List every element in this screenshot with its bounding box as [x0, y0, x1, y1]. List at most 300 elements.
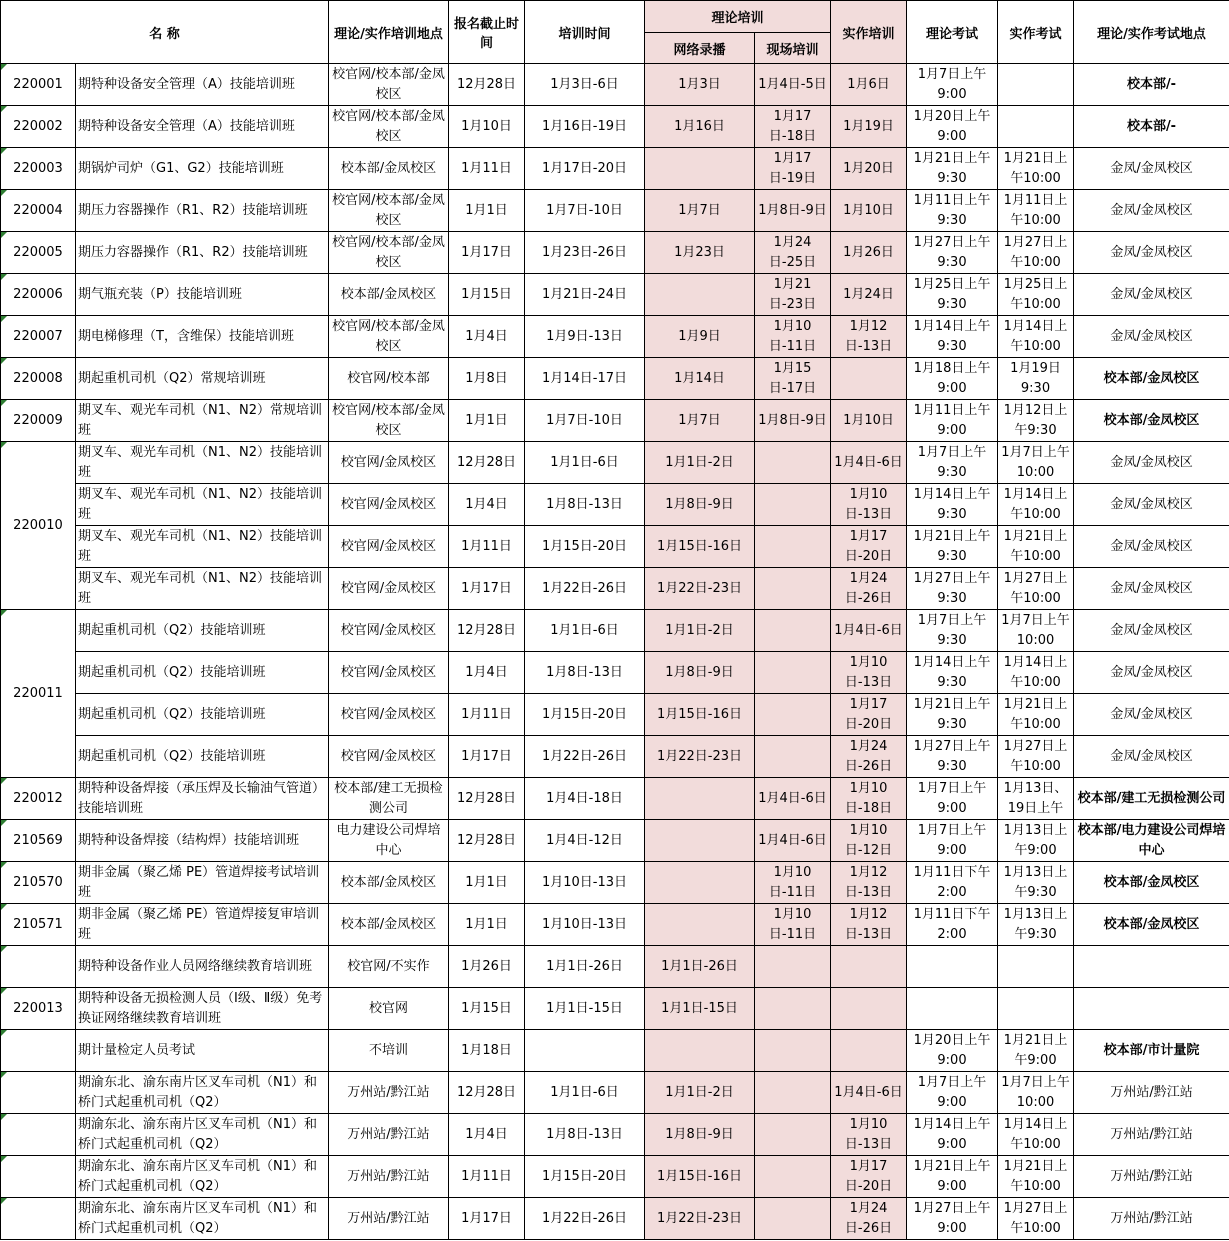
cell-practical: 1月24日 [831, 274, 907, 316]
cell-practical-exam: 1月21日上午9:00 [998, 1030, 1074, 1072]
comment-marker-icon [1, 64, 7, 70]
cell-theory-exam: 1月14日上午9:30 [907, 652, 998, 694]
cell-practical: 1月6日 [831, 64, 907, 106]
cell-theory-exam: 1月21日上午9:30 [907, 148, 998, 190]
cell-name: 期起重机司机（Q2）技能培训班 [76, 694, 329, 736]
cell-period: 1月23日-26日 [525, 232, 645, 274]
cell-practical: 1月20日 [831, 148, 907, 190]
cell-deadline: 1月17日 [449, 232, 525, 274]
cell-theory-exam: 1月21日上午9:30 [907, 694, 998, 736]
comment-marker-icon [1, 442, 7, 448]
cell-name: 期渝东北、渝东南片区叉车司机（N1）和桥门式起重机司机（Q2） [76, 1156, 329, 1198]
cell-exam-location: 校本部/金凤校区 [1074, 862, 1229, 904]
cell-id-text: 220001 [13, 76, 63, 92]
cell-theory-exam: 1月11日上午9:30 [907, 190, 998, 232]
cell-id-text: 220010 [13, 517, 63, 533]
cell-theory-exam: 1月27日上午9:30 [907, 736, 998, 778]
cell-deadline: 1月4日 [449, 1114, 525, 1156]
cell-name: 期特种设备焊接（承压焊及长输油气管道）技能培训班 [76, 778, 329, 820]
cell-onsite [755, 1072, 831, 1114]
cell-theory-exam: 1月14日上午9:30 [907, 316, 998, 358]
comment-marker-icon [1, 232, 7, 238]
cell-onsite [755, 442, 831, 484]
cell-practical: 1月24日-26日 [831, 1198, 907, 1240]
cell-period: 1月22日-26日 [525, 1198, 645, 1240]
cell-id-text: 220003 [13, 160, 63, 176]
cell-exam-location: 金凤/金凤校区 [1074, 736, 1229, 778]
comment-marker-icon [1, 1114, 7, 1120]
cell-name: 期气瓶充装（P）技能培训班 [76, 274, 329, 316]
cell-name: 期特种设备安全管理（A）技能培训班 [76, 64, 329, 106]
cell-period: 1月10日-13日 [525, 862, 645, 904]
cell-practical-exam: 1月7日上午10:00 [998, 1072, 1074, 1114]
cell-deadline: 1月17日 [449, 736, 525, 778]
cell-id-text: 220011 [13, 685, 63, 701]
table-row [1, 526, 1229, 568]
cell-exam-location [1074, 988, 1229, 1030]
cell-id-text: 210569 [13, 832, 63, 848]
cell-practical-exam: 1月21日上午10:00 [998, 1156, 1074, 1198]
cell-location: 万州站/黔江站 [329, 1156, 449, 1198]
table-row [1, 274, 1229, 316]
cell-onsite: 1月4日-6日 [755, 778, 831, 820]
cell-onsite: 1月15日-17日 [755, 358, 831, 400]
cell-onsite: 1月10日-11日 [755, 862, 831, 904]
cell-name: 期起重机司机（Q2）技能培训班 [76, 736, 329, 778]
cell-onsite [755, 568, 831, 610]
cell-location: 万州站/黔江站 [329, 1198, 449, 1240]
cell-practical [831, 988, 907, 1030]
cell-exam-location: 金凤/金凤校区 [1074, 610, 1229, 652]
cell-practical-exam: 1月13日上午9:00 [998, 820, 1074, 862]
table-row [1, 1030, 1229, 1072]
cell-deadline: 1月1日 [449, 400, 525, 442]
cell-theory-exam: 1月7日上午9:00 [907, 820, 998, 862]
cell-exam-location: 校本部/电力建设公司焊培中心 [1074, 820, 1229, 862]
cell-location: 校官网/金凤校区 [329, 568, 449, 610]
cell-id-text: 220008 [13, 370, 63, 386]
cell-theory-exam: 1月25日上午9:30 [907, 274, 998, 316]
cell-name: 期压力容器操作（R1、R2）技能培训班 [76, 190, 329, 232]
cell-name: 期特种设备焊接（结构焊）技能培训班 [76, 820, 329, 862]
comment-marker-icon [1, 1072, 7, 1078]
comment-marker-icon [1, 862, 7, 868]
cell-exam-location: 金凤/金凤校区 [1074, 148, 1229, 190]
cell-id-text: 220007 [13, 328, 63, 344]
cell-practical: 1月17日-20日 [831, 694, 907, 736]
comment-marker-icon [1, 1198, 7, 1204]
cell-theory-exam: 1月7日上午9:00 [907, 1072, 998, 1114]
header-exam-location: 理论/实作考试地点 [1074, 1, 1229, 64]
cell-id [1, 820, 76, 862]
cell-theory-exam: 1月11日下午2:00 [907, 904, 998, 946]
cell-deadline: 1月17日 [449, 568, 525, 610]
cell-online: 1月9日 [645, 316, 755, 358]
cell-online: 1月22日-23日 [645, 568, 755, 610]
cell-exam-location: 校本部/市计量院 [1074, 1030, 1229, 1072]
cell-id [1, 232, 76, 274]
table-row [1, 610, 1229, 652]
cell-deadline: 12月28日 [449, 1072, 525, 1114]
cell-id [1, 316, 76, 358]
cell-deadline: 12月28日 [449, 778, 525, 820]
cell-online: 1月3日 [645, 64, 755, 106]
cell-deadline: 1月15日 [449, 274, 525, 316]
cell-practical-exam: 1月12日上午9:30 [998, 400, 1074, 442]
cell-practical: 1月10日-13日 [831, 484, 907, 526]
cell-onsite: 1月4日-6日 [755, 820, 831, 862]
cell-id [1, 190, 76, 232]
cell-practical-exam [998, 64, 1074, 106]
cell-period: 1月10日-13日 [525, 904, 645, 946]
cell-practical: 1月12日-13日 [831, 316, 907, 358]
cell-period: 1月15日-20日 [525, 694, 645, 736]
cell-location: 电力建设公司焊培中心 [329, 820, 449, 862]
cell-deadline: 1月10日 [449, 106, 525, 148]
cell-deadline: 1月11日 [449, 526, 525, 568]
cell-exam-location: 校本部/金凤校区 [1074, 400, 1229, 442]
cell-online: 1月15日-16日 [645, 526, 755, 568]
table-row [1, 1114, 1229, 1156]
comment-marker-icon [1, 358, 7, 364]
cell-period: 1月17日-20日 [525, 148, 645, 190]
header-onsite: 现场培训 [755, 33, 831, 64]
cell-practical-exam [998, 946, 1074, 988]
cell-theory-exam: 1月20日上午9:00 [907, 1030, 998, 1072]
cell-onsite [755, 526, 831, 568]
cell-name: 期起重机司机（Q2）常规培训班 [76, 358, 329, 400]
cell-period: 1月1日-6日 [525, 1072, 645, 1114]
cell-onsite [755, 1030, 831, 1072]
cell-exam-location: 金凤/金凤校区 [1074, 652, 1229, 694]
cell-online [645, 778, 755, 820]
cell-onsite [755, 652, 831, 694]
cell-practical [831, 358, 907, 400]
header-theory-exam: 理论考试 [907, 1, 998, 64]
cell-exam-location [1074, 946, 1229, 988]
table-row [1, 148, 1229, 190]
cell-onsite [755, 736, 831, 778]
cell-theory-exam: 1月11日上午9:00 [907, 400, 998, 442]
cell-location: 校本部/建工无损检测公司 [329, 778, 449, 820]
cell-period: 1月9日-13日 [525, 316, 645, 358]
cell-practical-exam: 1月27日上午10:00 [998, 568, 1074, 610]
cell-onsite [755, 1156, 831, 1198]
cell-location: 校官网/金凤校区 [329, 694, 449, 736]
cell-name: 期渝东北、渝东南片区叉车司机（N1）和桥门式起重机司机（Q2） [76, 1072, 329, 1114]
cell-name: 期叉车、观光车司机（N1、N2）技能培训班 [76, 526, 329, 568]
comment-marker-icon [1, 400, 7, 406]
cell-name: 期叉车、观光车司机（N1、N2）技能培训班 [76, 484, 329, 526]
cell-id [1, 862, 76, 904]
cell-period: 1月7日-10日 [525, 190, 645, 232]
cell-id [1, 946, 76, 988]
comment-marker-icon [1, 988, 7, 994]
cell-theory-exam: 1月7日上午9:00 [907, 64, 998, 106]
cell-deadline: 1月15日 [449, 988, 525, 1030]
cell-location: 校官网/金凤校区 [329, 610, 449, 652]
cell-location: 校官网/校本部/金凤校区 [329, 316, 449, 358]
cell-period: 1月8日-13日 [525, 484, 645, 526]
comment-marker-icon [1, 610, 7, 616]
cell-exam-location: 万州站/黔江站 [1074, 1198, 1229, 1240]
table-row [1, 946, 1229, 988]
cell-onsite [755, 988, 831, 1030]
cell-id [1, 904, 76, 946]
cell-practical: 1月10日 [831, 400, 907, 442]
cell-practical: 1月24日-26日 [831, 568, 907, 610]
cell-period: 1月1日-15日 [525, 988, 645, 1030]
cell-online: 1月14日 [645, 358, 755, 400]
cell-onsite: 1月24日-25日 [755, 232, 831, 274]
cell-deadline: 1月11日 [449, 1156, 525, 1198]
cell-onsite [755, 946, 831, 988]
table-header [1, 1, 1229, 64]
cell-id-text: 220006 [13, 286, 63, 302]
cell-practical-exam: 1月25日上午10:00 [998, 274, 1074, 316]
cell-id-text: 220005 [13, 244, 63, 260]
cell-deadline: 1月1日 [449, 904, 525, 946]
cell-exam-location: 万州站/黔江站 [1074, 1072, 1229, 1114]
cell-id [1, 610, 76, 778]
cell-exam-location: 校本部/- [1074, 64, 1229, 106]
cell-period: 1月16日-19日 [525, 106, 645, 148]
cell-id [1, 1156, 76, 1198]
cell-location: 校官网/校本部/金凤校区 [329, 232, 449, 274]
cell-exam-location: 校本部/- [1074, 106, 1229, 148]
cell-online: 1月7日 [645, 400, 755, 442]
cell-onsite: 1月17日-18日 [755, 106, 831, 148]
cell-location: 校本部/金凤校区 [329, 274, 449, 316]
table-row [1, 820, 1229, 862]
cell-theory-exam: 1月27日上午9:00 [907, 1198, 998, 1240]
cell-practical: 1月17日-20日 [831, 526, 907, 568]
cell-practical: 1月4日-6日 [831, 610, 907, 652]
table-row [1, 64, 1229, 106]
cell-name: 期叉车、观光车司机（N1、N2）常规培训班 [76, 400, 329, 442]
table-row [1, 694, 1229, 736]
cell-period: 1月15日-20日 [525, 526, 645, 568]
cell-name: 期渝东北、渝东南片区叉车司机（N1）和桥门式起重机司机（Q2） [76, 1198, 329, 1240]
cell-online: 1月8日-9日 [645, 484, 755, 526]
cell-deadline: 12月28日 [449, 820, 525, 862]
table-row [1, 652, 1229, 694]
cell-name: 期压力容器操作（R1、R2）技能培训班 [76, 232, 329, 274]
cell-deadline: 12月28日 [449, 442, 525, 484]
comment-marker-icon [1, 946, 7, 952]
cell-deadline: 1月11日 [449, 148, 525, 190]
cell-location: 校官网 [329, 988, 449, 1030]
cell-period: 1月1日-26日 [525, 946, 645, 988]
cell-exam-location: 校本部/金凤校区 [1074, 358, 1229, 400]
cell-exam-location: 万州站/黔江站 [1074, 1156, 1229, 1198]
cell-period: 1月22日-26日 [525, 568, 645, 610]
cell-onsite: 1月8日-9日 [755, 400, 831, 442]
cell-practical-exam: 1月21日上午10:00 [998, 694, 1074, 736]
cell-online [645, 820, 755, 862]
cell-name: 期叉车、观光车司机（N1、N2）技能培训班 [76, 568, 329, 610]
cell-onsite: 1月17日-19日 [755, 148, 831, 190]
cell-location: 万州站/黔江站 [329, 1114, 449, 1156]
table-row [1, 568, 1229, 610]
cell-id [1, 148, 76, 190]
cell-deadline: 1月18日 [449, 1030, 525, 1072]
cell-practical-exam: 1月14日上午10:00 [998, 316, 1074, 358]
cell-exam-location: 金凤/金凤校区 [1074, 190, 1229, 232]
cell-period: 1月4日-18日 [525, 778, 645, 820]
cell-name: 期非金属（聚乙烯 PE）管道焊接考试培训班 [76, 862, 329, 904]
cell-online: 1月1日-26日 [645, 946, 755, 988]
cell-name: 期计量检定人员考试 [76, 1030, 329, 1072]
cell-theory-exam: 1月27日上午9:30 [907, 568, 998, 610]
cell-practical-exam: 1月14日上午10:00 [998, 1114, 1074, 1156]
cell-practical-exam: 1月27日上午10:00 [998, 736, 1074, 778]
cell-practical: 1月4日-6日 [831, 1072, 907, 1114]
cell-practical-exam: 1月11日上午10:00 [998, 190, 1074, 232]
cell-id-text: 210570 [13, 874, 63, 890]
table-row [1, 358, 1229, 400]
cell-period: 1月21日-24日 [525, 274, 645, 316]
cell-name: 期起重机司机（Q2）技能培训班 [76, 652, 329, 694]
cell-deadline: 1月1日 [449, 190, 525, 232]
cell-deadline: 1月8日 [449, 358, 525, 400]
cell-location: 校官网/校本部/金凤校区 [329, 64, 449, 106]
cell-online: 1月1日-2日 [645, 1072, 755, 1114]
cell-location: 校官网/金凤校区 [329, 526, 449, 568]
cell-id [1, 64, 76, 106]
cell-id [1, 358, 76, 400]
cell-online: 1月15日-16日 [645, 1156, 755, 1198]
cell-practical-exam [998, 988, 1074, 1030]
cell-practical-exam [998, 106, 1074, 148]
cell-online: 1月1日-2日 [645, 442, 755, 484]
cell-onsite: 1月4日-5日 [755, 64, 831, 106]
comment-marker-icon [1, 274, 7, 280]
cell-name: 期特种设备安全管理（A）技能培训班 [76, 106, 329, 148]
header-practical: 实作培训 [831, 1, 907, 64]
cell-theory-exam [907, 946, 998, 988]
cell-id [1, 442, 76, 610]
cell-practical-exam: 1月14日上午10:00 [998, 484, 1074, 526]
cell-exam-location: 金凤/金凤校区 [1074, 274, 1229, 316]
table-row [1, 1156, 1229, 1198]
cell-practical: 1月10日-18日 [831, 778, 907, 820]
comment-marker-icon [1, 106, 7, 112]
cell-deadline: 1月11日 [449, 694, 525, 736]
cell-theory-exam [907, 988, 998, 1030]
cell-deadline: 12月28日 [449, 64, 525, 106]
cell-onsite [755, 1198, 831, 1240]
cell-period [525, 1030, 645, 1072]
cell-exam-location: 校本部/建工无损检测公司 [1074, 778, 1229, 820]
table-body [1, 64, 1229, 1240]
cell-theory-exam: 1月11日下午2:00 [907, 862, 998, 904]
cell-name: 期特种设备无损检测人员（Ⅰ级、Ⅱ级）免考换证网络继续教育培训班 [76, 988, 329, 1030]
cell-name: 期渝东北、渝东南片区叉车司机（N1）和桥门式起重机司机（Q2） [76, 1114, 329, 1156]
cell-deadline: 12月28日 [449, 610, 525, 652]
cell-online [645, 274, 755, 316]
cell-id-text: 210571 [13, 916, 63, 932]
cell-practical: 1月17日-20日 [831, 1156, 907, 1198]
cell-practical: 1月12日-13日 [831, 862, 907, 904]
cell-practical-exam: 1月13日上午9:30 [998, 904, 1074, 946]
table-row [1, 1198, 1229, 1240]
cell-theory-exam: 1月20日上午9:00 [907, 106, 998, 148]
table-row [1, 442, 1229, 484]
comment-marker-icon [1, 820, 7, 826]
cell-exam-location: 金凤/金凤校区 [1074, 568, 1229, 610]
cell-deadline: 1月1日 [449, 862, 525, 904]
cell-location: 万州站/黔江站 [329, 1072, 449, 1114]
cell-online: 1月1日-15日 [645, 988, 755, 1030]
cell-online [645, 862, 755, 904]
cell-practical-exam: 1月13日上午9:30 [998, 862, 1074, 904]
cell-id-text: 220004 [13, 202, 63, 218]
cell-online [645, 1030, 755, 1072]
cell-practical-exam: 1月19日9:30 [998, 358, 1074, 400]
cell-practical: 1月19日 [831, 106, 907, 148]
header-online: 网络录播 [645, 33, 755, 64]
cell-deadline: 1月4日 [449, 484, 525, 526]
cell-onsite [755, 1114, 831, 1156]
cell-online: 1月7日 [645, 190, 755, 232]
comment-marker-icon [1, 778, 7, 784]
cell-location: 校官网/校本部/金凤校区 [329, 190, 449, 232]
cell-name: 期锅炉司炉（G1、G2）技能培训班 [76, 148, 329, 190]
cell-onsite: 1月21日-23日 [755, 274, 831, 316]
header-location: 理论/实作培训地点 [329, 1, 449, 64]
cell-id-text: 220009 [13, 412, 63, 428]
cell-theory-exam: 1月14日上午9:30 [907, 484, 998, 526]
cell-exam-location: 金凤/金凤校区 [1074, 442, 1229, 484]
table-row [1, 400, 1229, 442]
cell-location: 校本部/金凤校区 [329, 904, 449, 946]
cell-practical-exam: 1月27日上午10:00 [998, 1198, 1074, 1240]
cell-practical [831, 946, 907, 988]
cell-period: 1月1日-6日 [525, 442, 645, 484]
comment-marker-icon [1, 148, 7, 154]
cell-location: 校官网/金凤校区 [329, 652, 449, 694]
cell-theory-exam: 1月14日上午9:00 [907, 1114, 998, 1156]
cell-exam-location: 金凤/金凤校区 [1074, 484, 1229, 526]
cell-location: 校官网/金凤校区 [329, 736, 449, 778]
table-row [1, 988, 1229, 1030]
cell-period: 1月8日-13日 [525, 652, 645, 694]
cell-id [1, 106, 76, 148]
table-row [1, 106, 1229, 148]
header-practical-exam: 实作考试 [998, 1, 1074, 64]
cell-practical-exam: 1月7日上午10:00 [998, 442, 1074, 484]
cell-theory-exam: 1月27日上午9:30 [907, 232, 998, 274]
cell-online [645, 904, 755, 946]
cell-online: 1月15日-16日 [645, 694, 755, 736]
cell-location: 校本部/金凤校区 [329, 148, 449, 190]
cell-onsite: 1月8日-9日 [755, 190, 831, 232]
table-row [1, 1072, 1229, 1114]
cell-onsite: 1月10日-11日 [755, 904, 831, 946]
cell-location: 校官网/金凤校区 [329, 442, 449, 484]
cell-id [1, 1114, 76, 1156]
table-row [1, 904, 1229, 946]
table-row [1, 316, 1229, 358]
table-row [1, 736, 1229, 778]
cell-exam-location: 万州站/黔江站 [1074, 1114, 1229, 1156]
cell-location: 校官网/校本部/金凤校区 [329, 106, 449, 148]
cell-name: 期特种设备作业人员网络继续教育培训班 [76, 946, 329, 988]
cell-practical-exam: 1月21日上午10:00 [998, 148, 1074, 190]
cell-deadline: 1月4日 [449, 316, 525, 358]
cell-online: 1月23日 [645, 232, 755, 274]
